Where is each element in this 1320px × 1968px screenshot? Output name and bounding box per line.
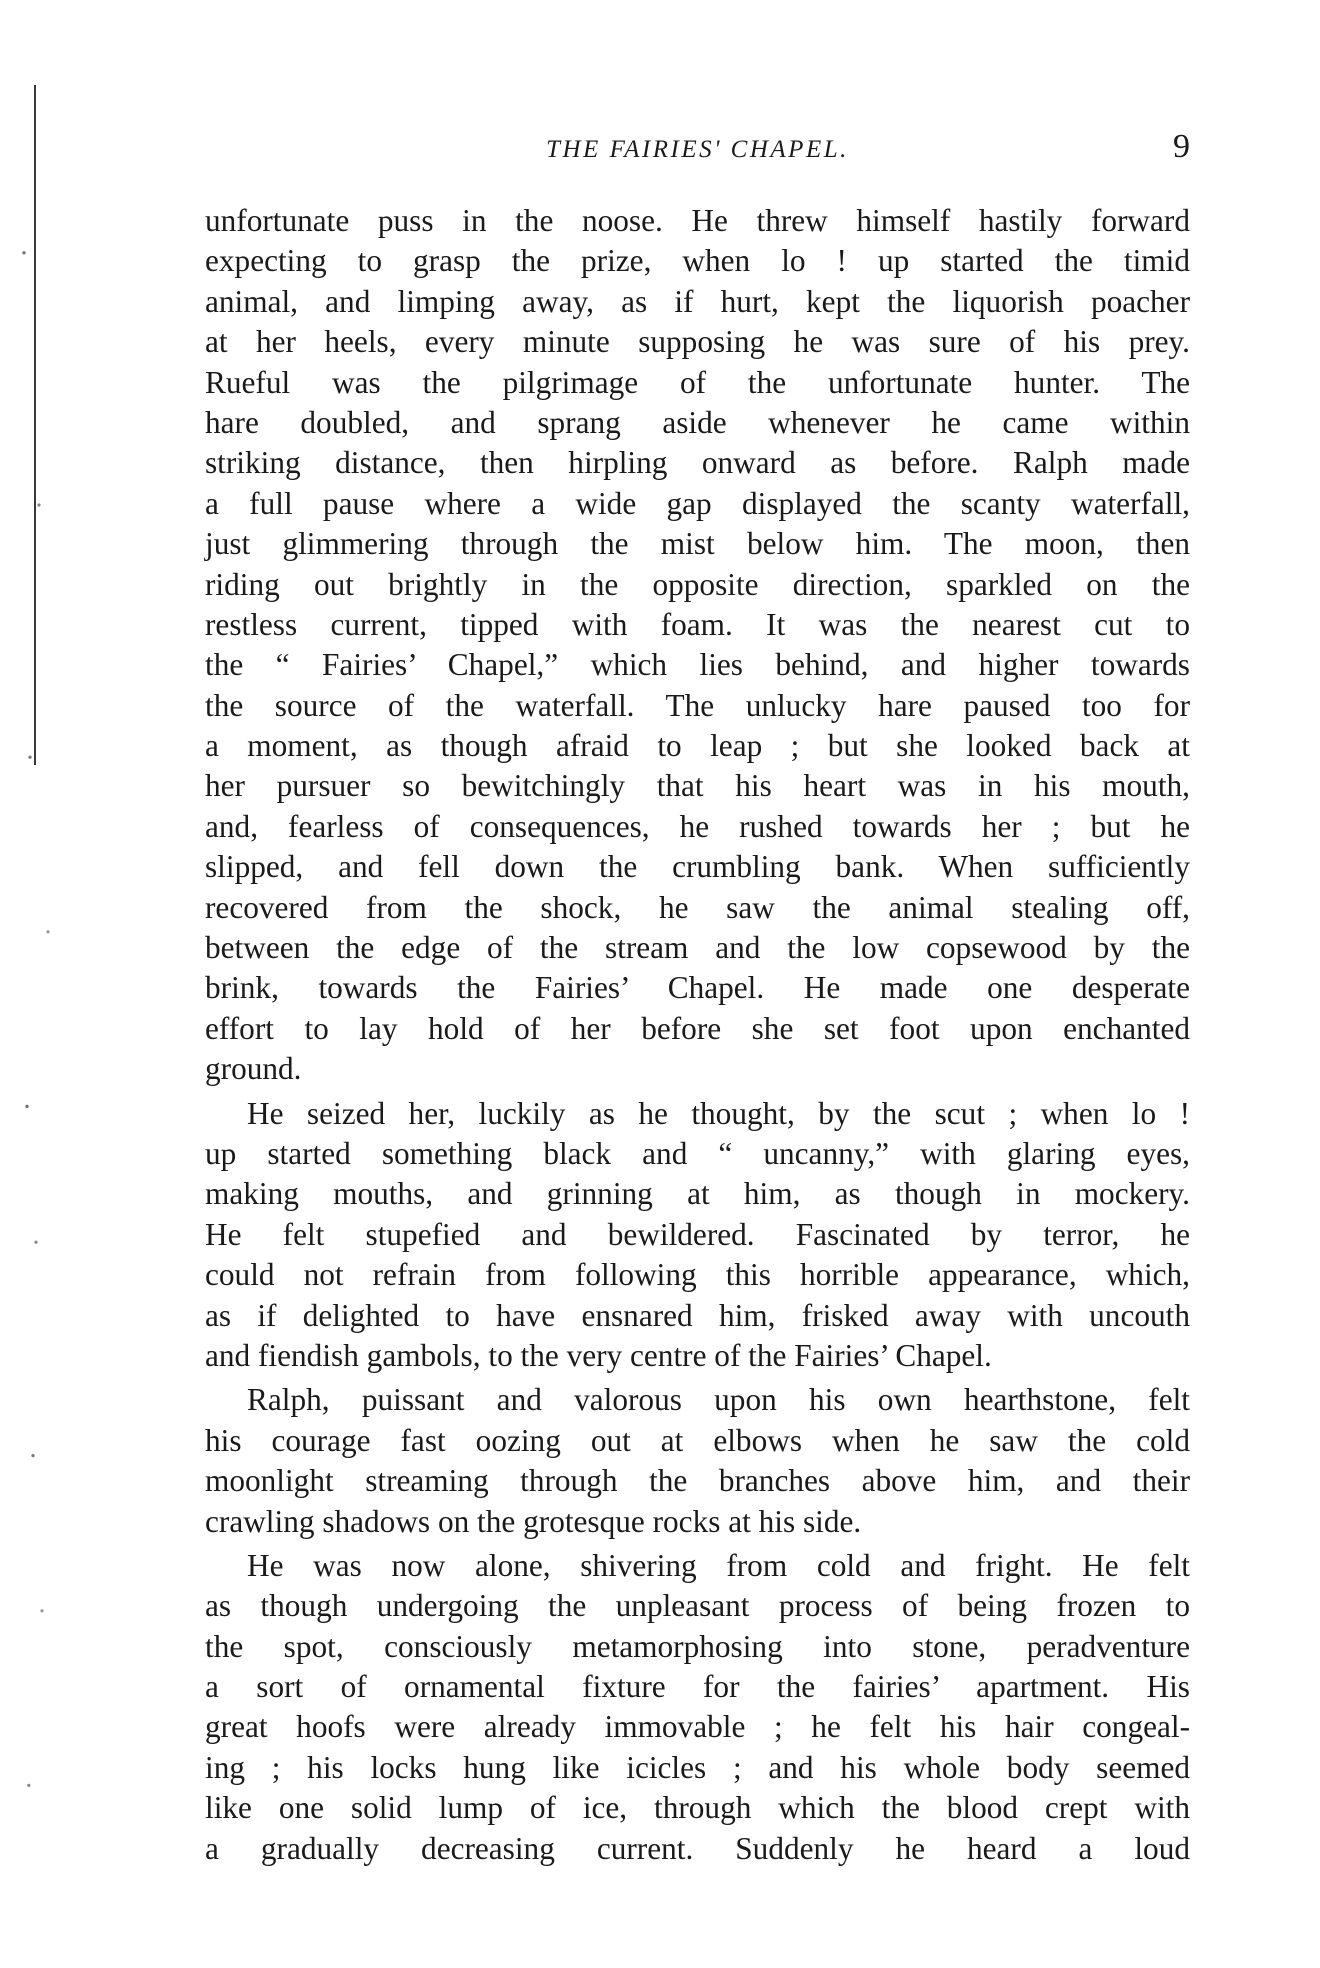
text-line: her pursuer so bewitchingly that his heart was in his mouth, bbox=[205, 768, 1190, 804]
text-line: up started something black and “ uncanny,” with glaring eyes, bbox=[205, 1135, 1190, 1171]
text-line: great hoofs were already immovable ; he felt his hair congeal- bbox=[205, 1709, 1190, 1745]
text-line: the “ Fairies’ Chapel,” which lies behind, and higher towards bbox=[205, 647, 1190, 683]
text-line: and, fearless of consequences, he rushed towards her ; but he bbox=[205, 808, 1190, 844]
text-line: He felt stupefied and bewildered. Fascinated by terror, he bbox=[205, 1216, 1190, 1252]
text-line: Ralph, puissant and valorous upon his own hearthstone, felt bbox=[247, 1382, 1190, 1418]
text-line: a sort of ornamental fixture for the fairies’ apartment. His bbox=[205, 1669, 1190, 1705]
text-line: restless current, tipped with foam. It was the nearest cut to bbox=[205, 606, 1190, 642]
text-line: brink, towards the Fairies’ Chapel. He made one desperate bbox=[205, 970, 1190, 1006]
text-line: animal, and limping away, as if hurt, kept the liquorish poacher bbox=[205, 283, 1190, 319]
text-line: his courage fast oozing out at elbows when he saw the cold bbox=[205, 1422, 1190, 1458]
text-line: moonlight streaming through the branches above him, and their bbox=[205, 1463, 1190, 1499]
text-line: and fiendish gambols, to the very centre of the Fairies’ Chapel. bbox=[205, 1337, 992, 1373]
paragraph bbox=[205, 1546, 1190, 1869]
text-line: a gradually decreasing current. Suddenly he heard a loud bbox=[205, 1830, 1190, 1866]
margin-specks bbox=[6, 20, 66, 1960]
text-line: recovered from the shock, he saw the animal stealing off, bbox=[205, 889, 1190, 925]
text-line: the source of the waterfall. The unlucky hare paused too for bbox=[205, 687, 1190, 723]
text-line: like one solid lump of ice, through which the blood crept with bbox=[205, 1790, 1190, 1826]
paragraph bbox=[205, 201, 1190, 1090]
text-line: slipped, and fell down the crumbling bank. When sufficiently bbox=[205, 849, 1190, 885]
text-line: effort to lay hold of her before she set foot upon enchanted bbox=[205, 1010, 1190, 1046]
text-line: striking distance, then hirpling onward as before. Ralph made bbox=[205, 445, 1190, 481]
text-line: He seized her, luckily as he thought, by the scut ; when lo ! bbox=[247, 1095, 1190, 1131]
text-line: could not refrain from following this horrible appearance, which, bbox=[205, 1257, 1190, 1293]
text-line: crawling shadows on the grotesque rocks at his side. bbox=[205, 1503, 862, 1539]
text-line: just glimmering through the mist below him. The moon, then bbox=[205, 526, 1190, 562]
running-title: THE FAIRIES' CHAPEL. bbox=[546, 136, 849, 163]
text-line: ground. bbox=[205, 1051, 302, 1087]
text-line: riding out brightly in the opposite direction, sparkled on the bbox=[205, 566, 1190, 602]
page-header bbox=[205, 128, 1190, 178]
text-line: as if delighted to have ensnared him, frisked away with uncouth bbox=[205, 1297, 1190, 1333]
text-line: expecting to grasp the prize, when lo ! up started the timid bbox=[205, 243, 1190, 279]
text-line: between the edge of the stream and the low copsewood by the bbox=[205, 930, 1190, 966]
paragraph bbox=[205, 1380, 1190, 1542]
text-line: ing ; his locks hung like icicles ; and his whole body seemed bbox=[205, 1749, 1190, 1785]
paragraph bbox=[205, 1094, 1190, 1377]
text-line: He was now alone, shivering from cold and fright. He felt bbox=[247, 1547, 1190, 1583]
text-line: a full pause where a wide gap displayed the scanty waterfall, bbox=[205, 485, 1190, 521]
text-line: unfortunate puss in the noose. He threw himself hastily forward bbox=[205, 203, 1190, 238]
text-line: the spot, consciously metamorphosing into stone, peradventure bbox=[205, 1628, 1190, 1664]
text-line: a moment, as though afraid to leap ; but she looked back at bbox=[205, 728, 1190, 764]
text-line: at her heels, every minute supposing he was sure of his prey. bbox=[205, 324, 1190, 360]
text-line: Rueful was the pilgrimage of the unfortunate hunter. The bbox=[205, 364, 1190, 400]
body-text bbox=[205, 201, 1190, 1869]
text-line: as though undergoing the unpleasant process of being frozen to bbox=[205, 1588, 1190, 1624]
text-line: hare doubled, and sprang aside whenever he came within bbox=[205, 404, 1190, 440]
page-number: 9 bbox=[1173, 128, 1190, 165]
text-line: making mouths, and grinning at him, as though in mockery. bbox=[205, 1176, 1190, 1212]
